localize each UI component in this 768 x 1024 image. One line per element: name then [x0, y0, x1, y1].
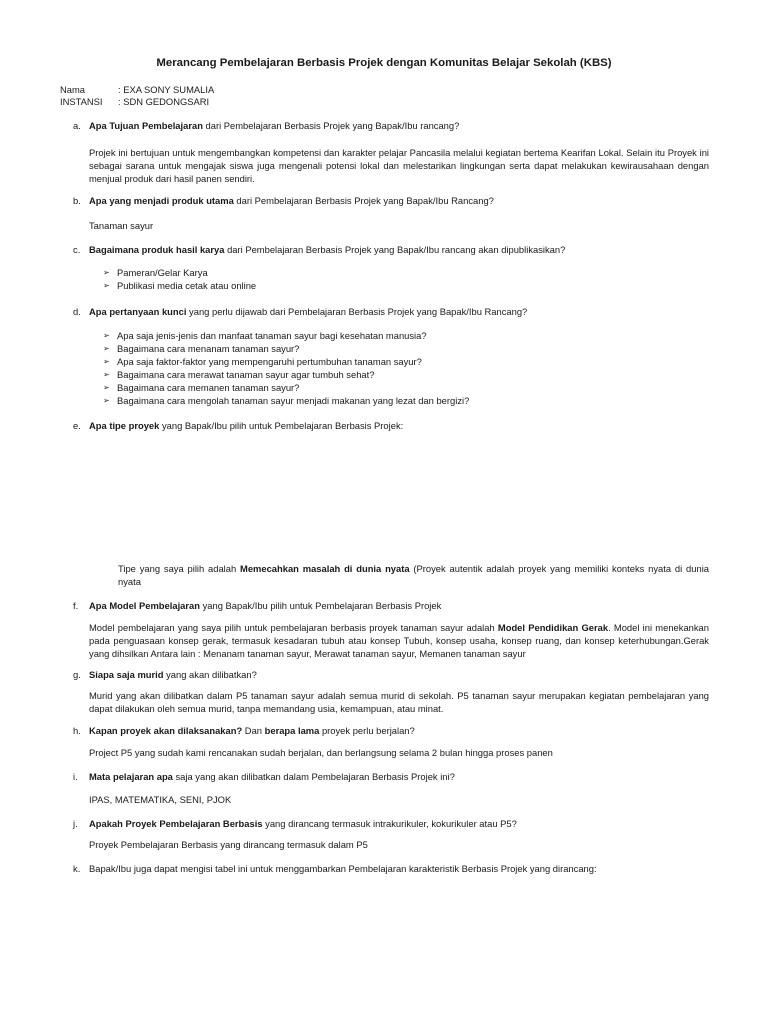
identity-value: : EXA SONY SUMALIA [118, 84, 215, 95]
answer-e: Tipe yang saya pilih adalah Memecahkan masalah di dunia nyata (Proyek autentik adalah proyek yang memiliki konteks nyata di dunia nyata [118, 563, 709, 587]
answer-g: Murid yang akan dilibatkan dalam P5 tanaman sayur adalah semua murid di sekolah. P5 tanaman sayur merupakan kegiatan pembelajaran yang dapat dilakukan oleh semua murid, tanpa memandang usia, kemampuan, atau minat. [89, 690, 709, 714]
question-letter: a. [73, 120, 81, 131]
question-letter: k. [73, 863, 81, 874]
list-item: ➢ Apa saja jenis-jenis dan manfaat tanaman sayur bagi kesehatan manusia? [103, 330, 427, 341]
question-bold: Apa tipe proyek [89, 420, 160, 431]
list-item: ➢ Publikasi media cetak atau online [103, 280, 257, 291]
list-item: ➢ Bagaimana cara merawat tanaman sayur agar tumbuh sehat? [103, 369, 375, 380]
question-text: yang Bapak/Ibu pilih untuk Pembelajaran Berbasis Projek: [159, 420, 404, 431]
question-text: dari Pembelajaran Berbasis Projek yang Bapak/Ibu Rancang? [233, 195, 494, 206]
arrow-bullet-icon: ➢ [103, 383, 110, 392]
question-f [73, 599, 713, 612]
question-c [73, 243, 713, 256]
identity-label: INSTANSI [60, 96, 103, 107]
answer-j: Proyek Pembelajaran Berbasis yang dirancang termasuk dalam P5 [89, 839, 368, 850]
arrow-bullet-icon: ➢ [103, 396, 110, 405]
question-letter: c. [73, 244, 81, 255]
question-text: yang dirancang termasuk intrakurikuler, kokurikuler atau P5? [262, 818, 517, 829]
question-bold: Apa Model Pembelajaran [89, 600, 200, 611]
identity-row-nama [60, 84, 214, 96]
question-bold: Siapa saja murid [89, 669, 164, 680]
question-bold: Mata pelajaran apa [89, 771, 173, 782]
question-text: dari Pembelajaran Berbasis Projek yang Bapak/Ibu rancang akan dipublikasikan? [224, 244, 566, 255]
question-letter: b. [73, 195, 81, 206]
question-a [73, 119, 713, 132]
answer-b: Tanaman sayur [89, 220, 154, 231]
list-item: ➢ Pameran/Gelar Karya [103, 267, 208, 278]
question-k [73, 862, 713, 875]
identity-row-instansi [60, 96, 214, 108]
question-text: proyek perlu berjalan? [319, 725, 415, 736]
question-text: saja yang akan dilibatkan dalam Pembelajaran Berbasis Projek ini? [172, 771, 455, 782]
question-bold: Apa yang menjadi produk utama [89, 195, 234, 206]
identity-label: Nama [60, 84, 86, 95]
question-text: yang Bapak/Ibu pilih untuk Pembelajaran Berbasis Projek [199, 600, 442, 611]
arrow-bullet-icon: ➢ [103, 268, 110, 277]
question-letter: h. [73, 725, 81, 736]
arrow-bullet-icon: ➢ [103, 344, 110, 353]
question-text: dari Pembelajaran Berbasis Projek yang Bapak/Ibu rancang? [202, 120, 460, 131]
question-j [73, 817, 713, 830]
question-b [73, 194, 713, 207]
question-bold: Kapan proyek akan dilaksanakan? [89, 725, 243, 736]
answer-f: Model pembelajaran yang saya pilih untuk pembelajaran berbasis proyek tanaman sayur adalah Model Pendidikan Gerak. Model ini menekankan pada penguasaan konsep gerak, termasuk kesadaran tubuh atau konsep Tubuh, konsep usaha, konsep ruang, dan konsep keterhubungan.Gerak yang dihsilkan Antara lain : Menanam tanaman sayur, Merawat tanaman sayur, Memanen tanaman sayur [89, 622, 709, 659]
answer-a: Projek ini bertujuan untuk mengembangkan kompetensi dan karakter pelajar Pancasila melalui kegiatan bertema Kearifan Lokal. Selain itu Proyek ini sebagai sarana untuk mengajak siswa juga mengenali potensi lokal dan melestarikan lingkungan serta dapat melakukan kewirausahaan dengan menjual produk dari hasil panen sendiri. [89, 147, 709, 184]
question-letter: g. [73, 669, 81, 680]
bullet-list-d [103, 329, 469, 407]
bullet-list-c [103, 266, 256, 292]
question-h: h. Kapan proyek akan dilaksanakan? Dan berapa lama proyek perlu berjalan? [73, 725, 415, 736]
question-letter: j. [73, 818, 78, 829]
identity-block [60, 84, 214, 108]
question-bold: Apa Tujuan Pembelajaran [89, 120, 203, 131]
arrow-bullet-icon: ➢ [103, 357, 110, 366]
arrow-bullet-icon: ➢ [103, 281, 110, 290]
question-d [73, 305, 713, 318]
question-bold: Apa pertanyaan kunci [89, 306, 187, 317]
question-e [73, 419, 713, 432]
arrow-bullet-icon: ➢ [103, 331, 110, 340]
question-letter: f. [73, 600, 79, 611]
question-g [73, 668, 713, 681]
answer-h: Project P5 yang sudah kami rencanakan sudah berjalan, dan berlangsung selama 2 bulan hingga proses panen [89, 747, 553, 758]
list-item: ➢ Bagaimana cara menanam tanaman sayur? [103, 343, 300, 354]
list-item: ➢ Bagaimana cara mengolah tanaman sayur menjadi makanan yang lezat dan bergizi? [103, 395, 470, 406]
document-title: Merancang Pembelajaran Berbasis Projek dengan Komunitas Belajar Sekolah (KBS) [156, 57, 612, 69]
question-bold: Bagaimana produk hasil karya [89, 244, 225, 255]
question-text: yang akan dilibatkan? [163, 669, 257, 680]
question-i [73, 770, 713, 783]
question-text: yang perlu dijawab dari Pembelajaran Berbasis Projek yang Bapak/Ibu Rancang? [186, 306, 528, 317]
identity-value: : SDN GEDONGSARI [118, 96, 210, 107]
arrow-bullet-icon: ➢ [103, 370, 110, 379]
list-item: ➢ Apa saja faktor-faktor yang mempengaruhi pertumbuhan tanaman sayur? [103, 356, 422, 367]
question-letter: d. [73, 306, 81, 317]
list-item: ➢ Bagaimana cara memanen tanaman sayur? [103, 382, 300, 393]
answer-i: IPAS, MATEMATIKA, SENI, PJOK [89, 794, 232, 805]
question-bold: Apakah Proyek Pembelajaran Berbasis [89, 818, 263, 829]
question-letter: e. [73, 420, 81, 431]
question-letter: i. [73, 771, 78, 782]
question-text: Bapak/Ibu juga dapat mengisi tabel ini untuk menggambarkan Pembelajaran karakteristik Berbasis Projek yang dirancang: [89, 863, 597, 874]
